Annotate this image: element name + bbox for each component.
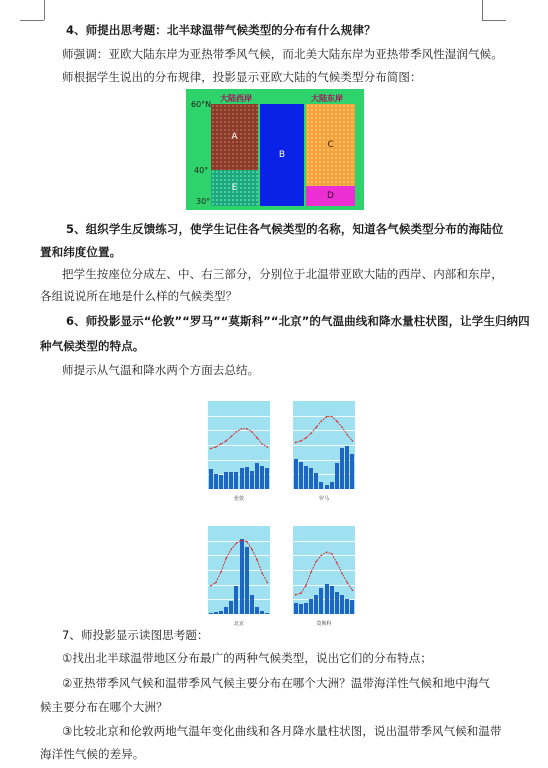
- chart-city-name: 北京: [233, 621, 244, 627]
- temperature-point: [251, 431, 253, 433]
- temperature-point: [300, 440, 302, 442]
- block-b: [260, 104, 304, 206]
- temperature-curve: [208, 526, 270, 614]
- temperature-point: [246, 541, 248, 543]
- lat-30-label: 30°: [196, 197, 211, 206]
- chart-plot-area: [208, 526, 270, 616]
- p7-q1: ①找出北半球温带地区分布最广的两种气候类型，说出它们的分布特点；: [62, 651, 433, 665]
- temperature-point: [220, 571, 222, 573]
- temperature-line: [296, 552, 353, 595]
- temperature-point: [305, 437, 307, 439]
- p7-heading: 7、师投影显示读图思考题：: [62, 628, 209, 642]
- chart-city-name: 罗马: [318, 496, 329, 502]
- crop-mark-left-h: [20, 20, 44, 21]
- crop-mark-left-v: [44, 0, 45, 20]
- p6-line2: 种气候类型的特点。: [40, 339, 145, 353]
- temperature-point: [305, 585, 307, 587]
- climate-chart-1: [289, 395, 359, 502]
- chart-plot-area: [208, 401, 270, 491]
- p5-line2: 置和纬度位置。: [40, 245, 122, 259]
- temperature-point: [241, 539, 243, 541]
- temperature-point: [236, 431, 238, 433]
- temperature-point: [262, 573, 264, 575]
- temperature-line: [211, 540, 268, 586]
- p4-line2: 师强调：亚欧大陆东岸为亚热带季风气候，而北美大陆东岸为亚热带季风性湿润气候。: [62, 47, 503, 61]
- temperature-point: [347, 434, 349, 436]
- temperature-point: [210, 448, 212, 450]
- temperature-point: [331, 553, 333, 555]
- p7-q2: ②亚热带季风气候和温带季风气候主要分布在哪个大洲？温带海洋性气候和地中海气: [62, 676, 491, 690]
- temperature-point: [331, 416, 333, 418]
- block-b-label: B: [278, 150, 286, 160]
- chart-plot-area: [293, 401, 355, 491]
- temperature-point: [321, 420, 323, 422]
- temperature-line: [211, 429, 268, 449]
- temperature-point: [300, 593, 302, 595]
- temperature-point: [241, 428, 243, 430]
- temperature-point: [352, 440, 354, 442]
- temperature-point: [310, 433, 312, 435]
- temperature-point: [336, 420, 338, 422]
- p7-q3: ③比较北京和伦敦两地气温年变化曲线和各月降水量柱状图，说出温带季风气候和温带: [62, 724, 502, 738]
- temperature-point: [295, 442, 297, 444]
- block-e: [211, 170, 258, 206]
- p6-heading: 6、师投影显示“伦敦”“罗马”“莫斯科”“北京”的气温曲线和降水量柱状图，让学生归纳四: [66, 314, 530, 328]
- temperature-curve: [293, 526, 355, 614]
- p5-line3: 把学生按座位分成左、中、右三部分，分别位于北温带亚欧大陆的西岸、内部和东岸，: [62, 267, 503, 281]
- temperature-point: [256, 437, 258, 439]
- temperature-point: [236, 542, 238, 544]
- temperature-point: [316, 561, 318, 563]
- temperature-point: [321, 555, 323, 557]
- temperature-point: [336, 562, 338, 564]
- block-d-label: D: [327, 191, 334, 201]
- west-coast-label: 大陆西岸: [220, 94, 252, 103]
- block-c: [306, 104, 355, 186]
- climate-distribution-diagram: [186, 89, 364, 210]
- temperature-point: [220, 443, 222, 445]
- temperature-point: [215, 582, 217, 584]
- temperature-point: [246, 428, 248, 430]
- temperature-point: [267, 582, 269, 584]
- p4-heading: 4、师提出思考题：北半球温带气候类型的分布有什么规律？: [66, 23, 376, 37]
- temperature-point: [341, 573, 343, 575]
- temperature-point: [352, 589, 354, 591]
- block-a: [211, 104, 258, 170]
- lat-60-label: 60°N: [191, 100, 212, 109]
- p6-line3: 师提示从气温和降水两个方面去总结。: [62, 363, 260, 377]
- temperature-point: [251, 548, 253, 550]
- climate-chart-2: [204, 520, 274, 627]
- temperature-point: [326, 551, 328, 553]
- temperature-point: [316, 426, 318, 428]
- temperature-curve: [293, 401, 355, 489]
- temperature-point: [341, 426, 343, 428]
- temperature-point: [215, 446, 217, 448]
- temperature-point: [310, 571, 312, 573]
- chart-plot-area: [293, 526, 355, 616]
- temperature-point: [267, 446, 269, 448]
- temperature-point: [326, 416, 328, 418]
- block-a-label: A: [231, 132, 238, 142]
- temperature-point: [231, 548, 233, 550]
- temperature-curve: [208, 401, 270, 489]
- temperature-point: [256, 559, 258, 561]
- p4-line3: 师根据学生说出的分布规律，投影显示亚欧大陆的气候类型分布简图：: [62, 70, 422, 84]
- climate-chart-0: [204, 395, 274, 502]
- east-coast-label: 大陆东岸: [311, 94, 343, 103]
- block-e-label: E: [231, 183, 238, 193]
- p7-q2-cont: 候主要分布在哪个大洲？: [40, 700, 168, 714]
- temperature-line: [296, 417, 353, 443]
- temperature-point: [231, 436, 233, 438]
- temperature-point: [347, 582, 349, 584]
- chart-city-name: 伦敦: [233, 496, 244, 502]
- crop-mark-right-h: [482, 20, 506, 21]
- climate-chart-3: [289, 520, 359, 627]
- temperature-point: [225, 440, 227, 442]
- crop-mark-right-v: [482, 0, 483, 20]
- temperature-point: [225, 558, 227, 560]
- lat-40-label: 40°: [194, 166, 209, 175]
- temperature-point: [295, 594, 297, 596]
- block-c-label: C: [327, 140, 334, 150]
- p7-q3-cont: 海洋性气候的差异。: [40, 747, 145, 761]
- temperature-point: [262, 443, 264, 445]
- temperature-point: [210, 585, 212, 587]
- block-d: [306, 186, 355, 206]
- p5-line4: 各组说说所在地是什么样的气候类型？: [40, 289, 238, 303]
- p5-heading: 5、组织学生反馈练习，使学生记住各气候类型的名称，知道各气候类型分布的海陆位: [66, 222, 504, 236]
- chart-city-name: 莫斯科: [316, 621, 332, 627]
